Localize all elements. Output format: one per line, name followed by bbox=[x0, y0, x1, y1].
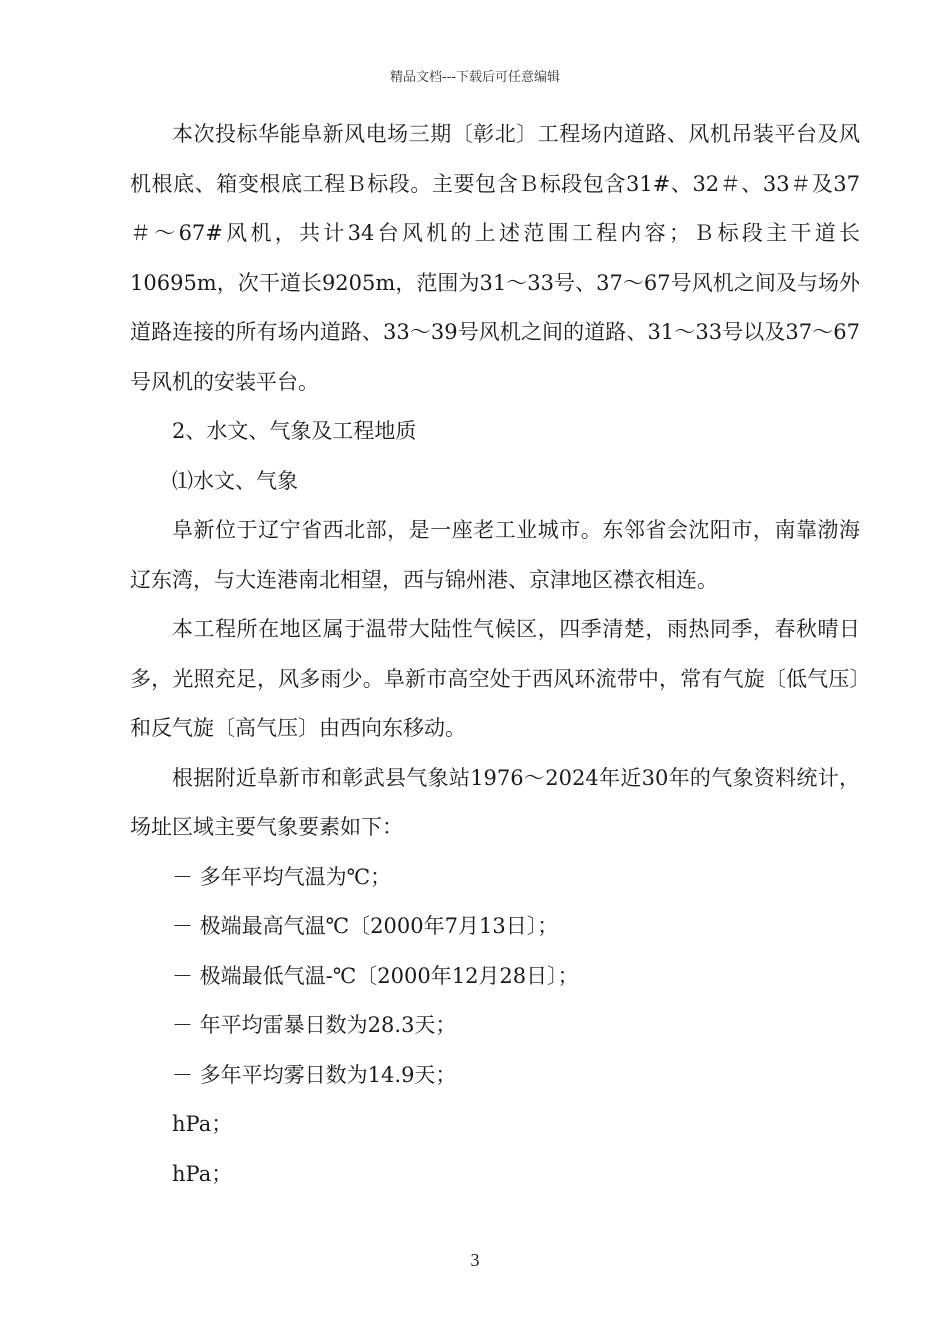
subsection-heading-hydrology-weather: ⑴水文、气象 bbox=[172, 468, 298, 493]
list-item-fog-days: － 多年平均雾日数为14.9天； bbox=[172, 1062, 457, 1087]
paragraph-weather-station: 根据附近阜新市和彰武县气象站1976～2024年近30年的气象资料统计，场址区域主要气象要素如下： bbox=[130, 765, 860, 839]
list-item-min-temperature: － 极端最低气温-℃〔2000年12月28日〕； bbox=[172, 963, 579, 988]
section-heading-hydrology-geology: 2、水文、气象及工程地质 bbox=[172, 419, 417, 443]
page-number: 3 bbox=[470, 1250, 480, 1270]
list-item-max-temperature: － 极端最高气温℃〔2000年7月13日〕； bbox=[172, 914, 559, 938]
list-item-pressure-2: hPa； bbox=[172, 1161, 233, 1186]
document-body bbox=[130, 110, 860, 1199]
page-header: 精品文档---下载后可任意编辑 bbox=[389, 70, 561, 85]
list-item-thunderstorm-days: － 年平均雷暴日数为28.3天； bbox=[172, 1013, 457, 1037]
list-item-mean-temperature: － 多年平均气温为℃； bbox=[172, 864, 392, 889]
list-item-pressure-1: hPa； bbox=[172, 1112, 233, 1136]
paragraph-climate: 本工程所在地区属于温带大陆性气候区，四季清楚，雨热同季，春秋晴日多，光照充足，风多雨少。阜新市高空处于西风环流带中，常有气旋〔低气压〕和反气旋〔高气压〕由西向东移动。 bbox=[130, 617, 860, 740]
paragraph-location: 阜新位于辽宁省西北部，是一座老工业城市。东邻省会沈阳市，南靠渤海辽东湾，与大连港南北相望，西与锦州港、京津地区襟衣相连。 bbox=[130, 518, 860, 592]
paragraph-project-scope: 本次投标华能阜新风电场三期〔彰北〕工程场内道路、风机吊装平台及风机根底、箱变根底工程Ｂ标段。主要包含Ｂ标段包含31#、32＃、33＃及37＃～67#风机，共计34台风机的上述范围工程内容；Ｂ标段主干道长10695m，次干道长9205m，范围为31～33号、37～67号风机之间及与场外道路连接的所有场内道路、33～39号风机之间的道路、31～33号以及37～67号风机的安装平台。 bbox=[130, 122, 860, 394]
